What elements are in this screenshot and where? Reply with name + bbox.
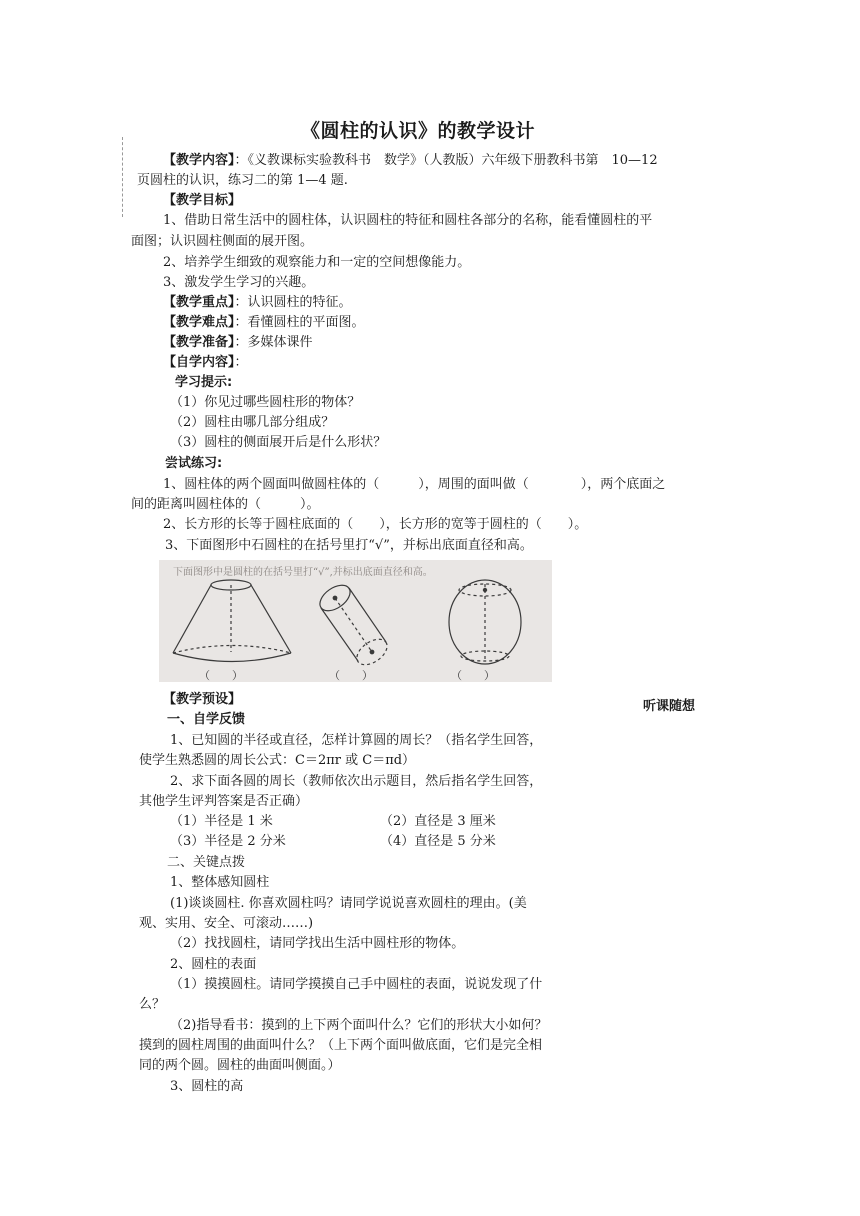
goal-2: 2、培养学生细致的观察能力和一定的空间想像能力。 xyxy=(163,255,471,270)
margin-rule xyxy=(122,137,123,217)
s2-item-2-2c: 同的两个圆。圆柱的曲面叫侧面。） xyxy=(139,1058,341,1073)
plan-label: 【教学预设】 xyxy=(163,692,242,707)
preparation xyxy=(163,333,313,353)
s2-item-2: 2、圆柱的表面 xyxy=(170,957,257,972)
section-1-heading: 一、自学反馈 xyxy=(167,712,246,727)
page-title: 《圆柱的认识》的教学设计 xyxy=(301,120,536,142)
key-text: ：认识圆柱的特征。 xyxy=(234,295,352,310)
figure-bracket-3: （ ） xyxy=(451,669,495,682)
s2-item-2-1b: 么？ xyxy=(139,997,166,1012)
s1-item-1b: 使学生熟悉圆的周长公式：C＝2πr 或 C＝πd） xyxy=(139,753,416,768)
exercise-figure xyxy=(159,560,552,682)
difficulty-text: ：看懂圆柱的平面图。 xyxy=(234,315,365,330)
s2-item-2-2a: （2)指导看书：摸到的上下两个面叫什么？它们的形状大小如何？ xyxy=(170,1018,548,1033)
s1-item-1a: 1、已知圆的半径或直径，怎样计算圆的周长？（指名学生回答， xyxy=(170,733,543,748)
s2-item-1: 1、整体感知圆柱 xyxy=(170,875,270,890)
figure-bracket-2: （ ） xyxy=(329,669,373,682)
figure-bracket-1: （ ） xyxy=(199,669,243,682)
self-text: ： xyxy=(234,355,248,370)
key-label: 【教学重点】 xyxy=(163,295,235,310)
goals-label: 【教学目标】 xyxy=(163,193,242,208)
prep-text: ：多媒体课件 xyxy=(234,335,313,350)
hint-2: （2）圆柱由哪几部分组成？ xyxy=(170,415,335,430)
practice-label: 尝试练习: xyxy=(165,456,223,471)
side-note-heading: 听课随想 xyxy=(643,699,696,714)
question-4: （4）直径是 5 分米 xyxy=(380,834,496,849)
hints-label: 学习提示: xyxy=(175,375,233,390)
difficulty xyxy=(163,313,365,333)
sphere-shape xyxy=(449,580,521,664)
prep-label: 【教学准备】 xyxy=(163,335,235,350)
s2-item-1-1b: 观、实用、安全、可滚动……) xyxy=(139,916,314,931)
goal-1b: 面图；认识圆柱侧面的展开图。 xyxy=(131,234,314,249)
s1-item-2a: 2、求下面各圆的周长（教师依次出示题目，然后指名学生回答， xyxy=(170,774,543,789)
s1-item-2b: 其他学生评判答案是否正确） xyxy=(139,794,309,809)
goal-1a: 1、借助日常生活中的圆柱体，认识圆柱的特征和圆柱各部分的名称，能看懂圆柱的平 xyxy=(163,213,653,228)
s2-item-1-1a: (1)谈谈圆柱. 你喜欢圆柱吗？请同学说说喜欢圆柱的理由。(美 xyxy=(170,896,527,911)
self-study xyxy=(163,353,248,373)
content-line-2: 页圆柱的认识，练习二的第 1—4 题. xyxy=(137,173,348,188)
figure-caption: 下面图形中是圆柱的在括号里打“√”,并标出底面直径和高。 xyxy=(173,567,433,578)
practice-2: 2、长方形的长等于圆柱底面的（ ），长方形的宽等于圆柱的（ ）。 xyxy=(163,517,588,532)
content-line-1 xyxy=(163,151,658,171)
question-1: （1）半径是 1 米 xyxy=(170,814,273,829)
s2-item-3: 3、圆柱的高 xyxy=(170,1079,244,1094)
key-point xyxy=(163,293,352,313)
self-label: 【自学内容】 xyxy=(163,355,235,370)
practice-3: 3、下面图形中石圆柱的在括号里打“√”，并标出底面直径和高。 xyxy=(165,538,533,553)
frustum-shape xyxy=(173,580,291,662)
figure-svg xyxy=(159,560,552,682)
s2-item-2-2b: 摸到的圆柱周围的曲面叫什么？（上下两个面叫做底面，它们是完全相 xyxy=(139,1038,543,1053)
hint-3: （3）圆柱的侧面展开后是什么形状？ xyxy=(170,435,387,450)
question-3: （3）半径是 2 分米 xyxy=(170,834,286,849)
section-2-heading: 二、关键点拨 xyxy=(167,855,246,870)
difficulty-label: 【教学难点】 xyxy=(163,315,235,330)
content-label: 【教学内容】 xyxy=(163,153,235,168)
practice-1a: 1、圆柱体的两个圆面叫做圆柱体的（ ），周围的面叫做（ ），两个底面之 xyxy=(163,477,666,492)
s2-item-1-2: （2）找找圆柱，请同学找出生活中圆柱形的物体。 xyxy=(170,936,465,951)
content-text: ：《义教课标实验教科书 数学》（人教版）六年级下册教科书第 10—12 xyxy=(234,153,658,168)
goal-3: 3、激发学生学习的兴趣。 xyxy=(163,275,315,290)
hint-1: （1）你见过哪些圆柱形的物体？ xyxy=(170,395,361,410)
question-2: （2）直径是 3 厘米 xyxy=(380,814,496,829)
tilted-cylinder-shape xyxy=(315,580,391,670)
s2-item-2-1a: （1）摸摸圆柱。请同学摸摸自己手中圆柱的表面，说说发现了什 xyxy=(170,977,543,992)
practice-1b: 间的距离叫圆柱体的（ ）。 xyxy=(131,497,320,512)
